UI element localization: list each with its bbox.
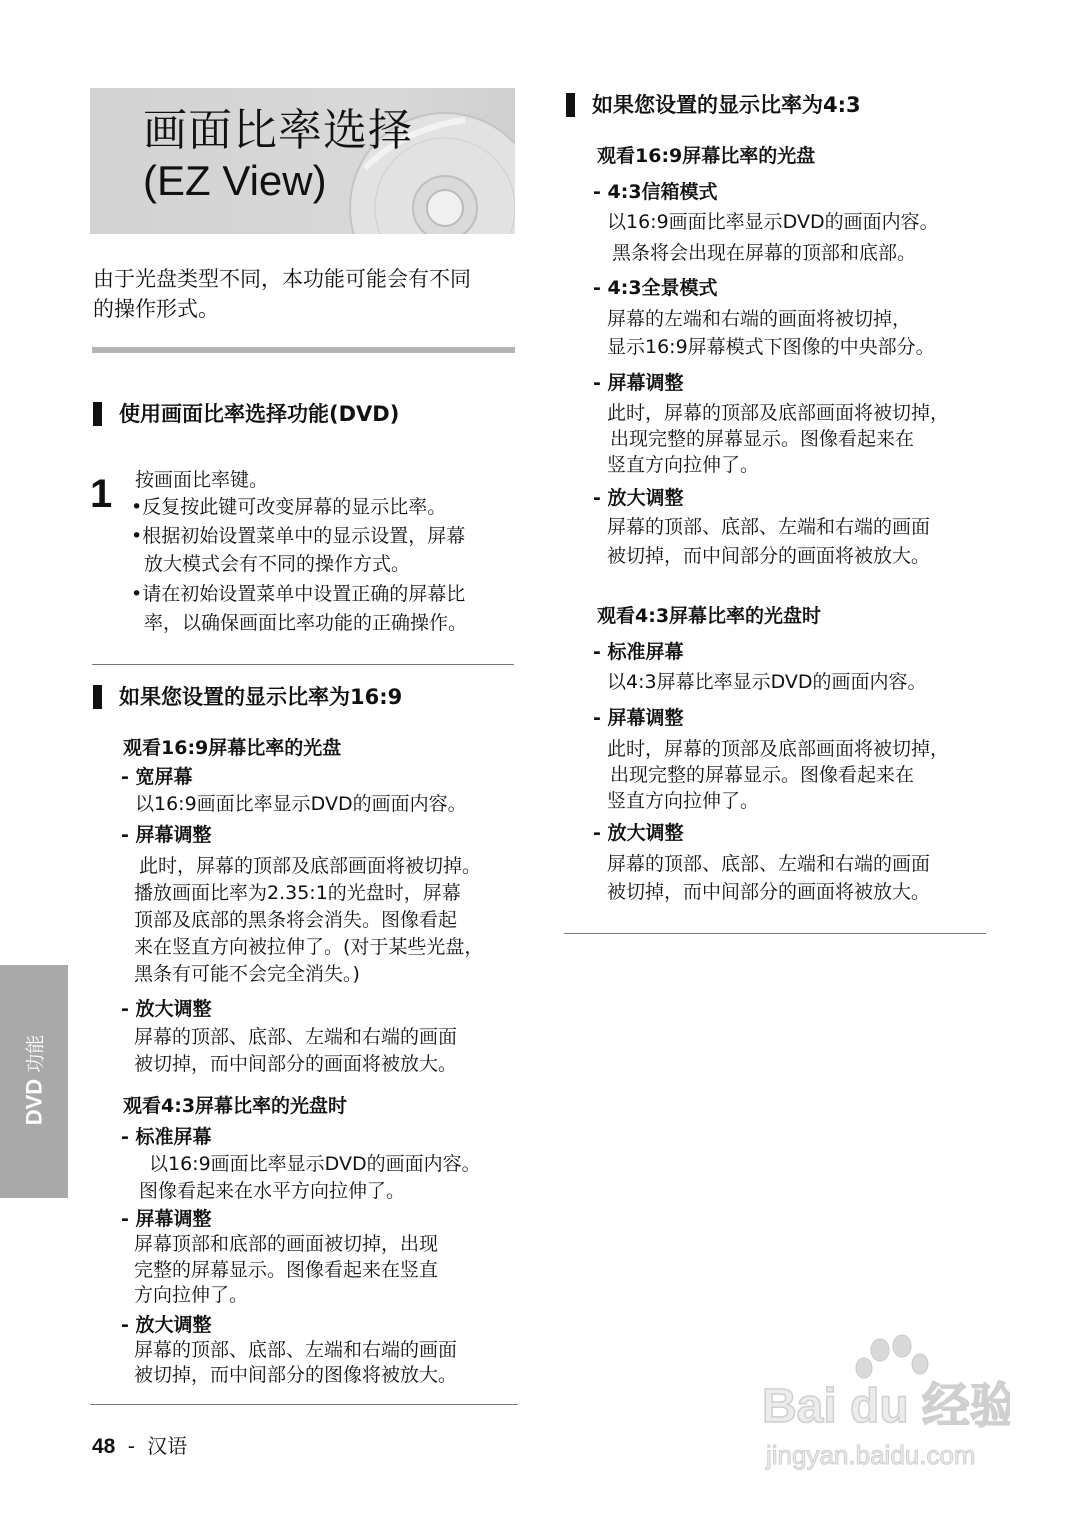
section-marker — [93, 685, 102, 709]
section-heading-text: 使用画面比率选择功能(DVD) — [119, 402, 400, 426]
item-line: 出现完整的屏幕显示。图像看起来在 — [610, 428, 915, 450]
item-line: 以16:9画面比率显示DVD的画面内容。 — [607, 211, 939, 233]
item-line: 被切掉，而中间部分的图像将被放大。 — [134, 1364, 458, 1386]
page-title: 画面比率选择 — [143, 105, 413, 156]
watermark-url: jingyan.baidu.com — [766, 1440, 976, 1470]
baidu-watermark — [760, 1330, 1010, 1484]
item-line: 此时，屏幕的顶部及底部画面将被切掉， — [607, 402, 950, 424]
item-title: - 屏幕调整 — [593, 707, 684, 729]
footer-language: 汉语 — [147, 1434, 188, 1458]
intro-line: 由于光盘类型不同，本功能可能会有不同 — [93, 267, 471, 291]
item-title: - 屏幕调整 — [593, 372, 684, 394]
section-heading — [93, 399, 399, 429]
step-line: •根据初始设置菜单中的显示设置，屏幕 — [131, 525, 466, 547]
page-number: 48 — [92, 1435, 116, 1458]
step-number: 1 — [90, 472, 113, 516]
baidu-paw-logo — [760, 1330, 1010, 1480]
section-heading — [566, 90, 861, 120]
step-line: •反复按此键可改变屏幕的显示比率。 — [131, 496, 447, 518]
item-title: - 宽屏幕 — [121, 766, 193, 788]
item-line: 顶部及底部的黑条将会消失。图像看起 — [134, 909, 458, 931]
item-line: 完整的屏幕显示。图像看起来在竖直 — [134, 1259, 439, 1281]
item-title: - 放大调整 — [593, 487, 684, 509]
item-title: - 放大调整 — [121, 998, 212, 1020]
side-tab-bold: DVD — [21, 1078, 47, 1126]
item-line: 此时，屏幕的顶部及底部画面将被切掉， — [607, 738, 950, 760]
item-line: 以16:9画面比率显示DVD的画面内容。 — [135, 793, 467, 815]
intro-text — [93, 264, 513, 324]
item-line: 以4:3屏幕比率显示DVD的画面内容。 — [607, 671, 927, 693]
item-title: - 放大调整 — [121, 1314, 212, 1336]
step-line: •请在初始设置菜单中设置正确的屏幕比 — [131, 583, 466, 605]
section-marker — [566, 93, 575, 117]
step-line: 率，以确保画面比率功能的正确操作。 — [144, 612, 468, 634]
item-title: - 屏幕调整 — [121, 824, 212, 846]
divider-line — [92, 664, 514, 665]
item-line: 被切掉，而中间部分的画面将被放大。 — [607, 881, 931, 903]
item-title: - 4:3信箱模式 — [593, 181, 718, 203]
divider-line — [564, 933, 986, 934]
step-line: 放大模式会有不同的操作方式。 — [144, 553, 411, 575]
item-title: - 屏幕调整 — [121, 1208, 212, 1230]
item-line: 黑条有可能不会完全消失。) — [134, 963, 360, 985]
item-title: - 标准屏幕 — [121, 1126, 212, 1148]
item-line: 屏幕的顶部、底部、左端和右端的画面 — [134, 1339, 458, 1361]
footer-separator: - — [127, 1434, 135, 1458]
page-subtitle: (EZ View) — [143, 157, 327, 204]
item-title: - 放大调整 — [593, 822, 684, 844]
side-tab-text: 功能 — [24, 1034, 47, 1073]
page-footer — [92, 1432, 187, 1461]
item-line: 被切掉，而中间部分的画面将被放大。 — [607, 545, 931, 567]
group-title: 观看16:9屏幕比率的光盘 — [123, 737, 342, 759]
item-line: 竖直方向拉伸了。 — [607, 454, 760, 476]
group-title: 观看4:3屏幕比率的光盘时 — [597, 605, 822, 627]
item-line: 以16:9画面比率显示DVD的画面内容。 — [149, 1153, 481, 1175]
item-line: 方向拉伸了。 — [134, 1284, 249, 1306]
item-line: 屏幕的左端和右端的画面将被切掉， — [607, 308, 912, 330]
item-line: 黑条将会出现在屏幕的顶部和底部。 — [612, 242, 917, 264]
item-line: 屏幕的顶部、底部、左端和右端的画面 — [607, 516, 931, 538]
section-marker — [93, 402, 102, 426]
intro-line: 的操作形式。 — [93, 297, 219, 321]
side-tab-label — [21, 1035, 48, 1126]
watermark-brand: Bai du 经验 — [762, 1380, 1010, 1433]
item-title: - 4:3全景模式 — [593, 277, 718, 299]
section-heading-text: 如果您设置的显示比率为16:9 — [119, 685, 403, 709]
item-line: 被切掉，而中间部分的画面将被放大。 — [134, 1053, 458, 1075]
group-title: 观看4:3屏幕比率的光盘时 — [123, 1095, 348, 1117]
item-title: - 标准屏幕 — [593, 641, 684, 663]
item-line: 竖直方向拉伸了。 — [607, 790, 760, 812]
item-line: 图像看起来在水平方向拉伸了。 — [139, 1180, 406, 1202]
item-line: 此时，屏幕的顶部及底部画面将被切掉。 — [139, 855, 482, 877]
step-line: 按画面比率键。 — [135, 469, 269, 491]
section-divider — [92, 347, 515, 353]
divider-line — [90, 1404, 518, 1405]
item-line: 出现完整的屏幕显示。图像看起来在 — [610, 764, 915, 786]
group-title: 观看16:9屏幕比率的光盘 — [597, 145, 816, 167]
item-line: 屏幕的顶部、底部、左端和右端的画面 — [134, 1026, 458, 1048]
item-line: 来在竖直方向被拉伸了。(对于某些光盘， — [134, 936, 484, 958]
section-heading — [93, 682, 402, 712]
section-heading-text: 如果您设置的显示比率为4:3 — [592, 93, 861, 117]
item-line: 屏幕顶部和底部的画面被切掉，出现 — [134, 1233, 439, 1255]
item-line: 屏幕的顶部、底部、左端和右端的画面 — [607, 853, 931, 875]
item-line: 播放画面比率为2.35:1的光盘时，屏幕 — [134, 882, 461, 904]
item-line: 显示16:9屏幕模式下图像的中央部分。 — [607, 336, 935, 358]
